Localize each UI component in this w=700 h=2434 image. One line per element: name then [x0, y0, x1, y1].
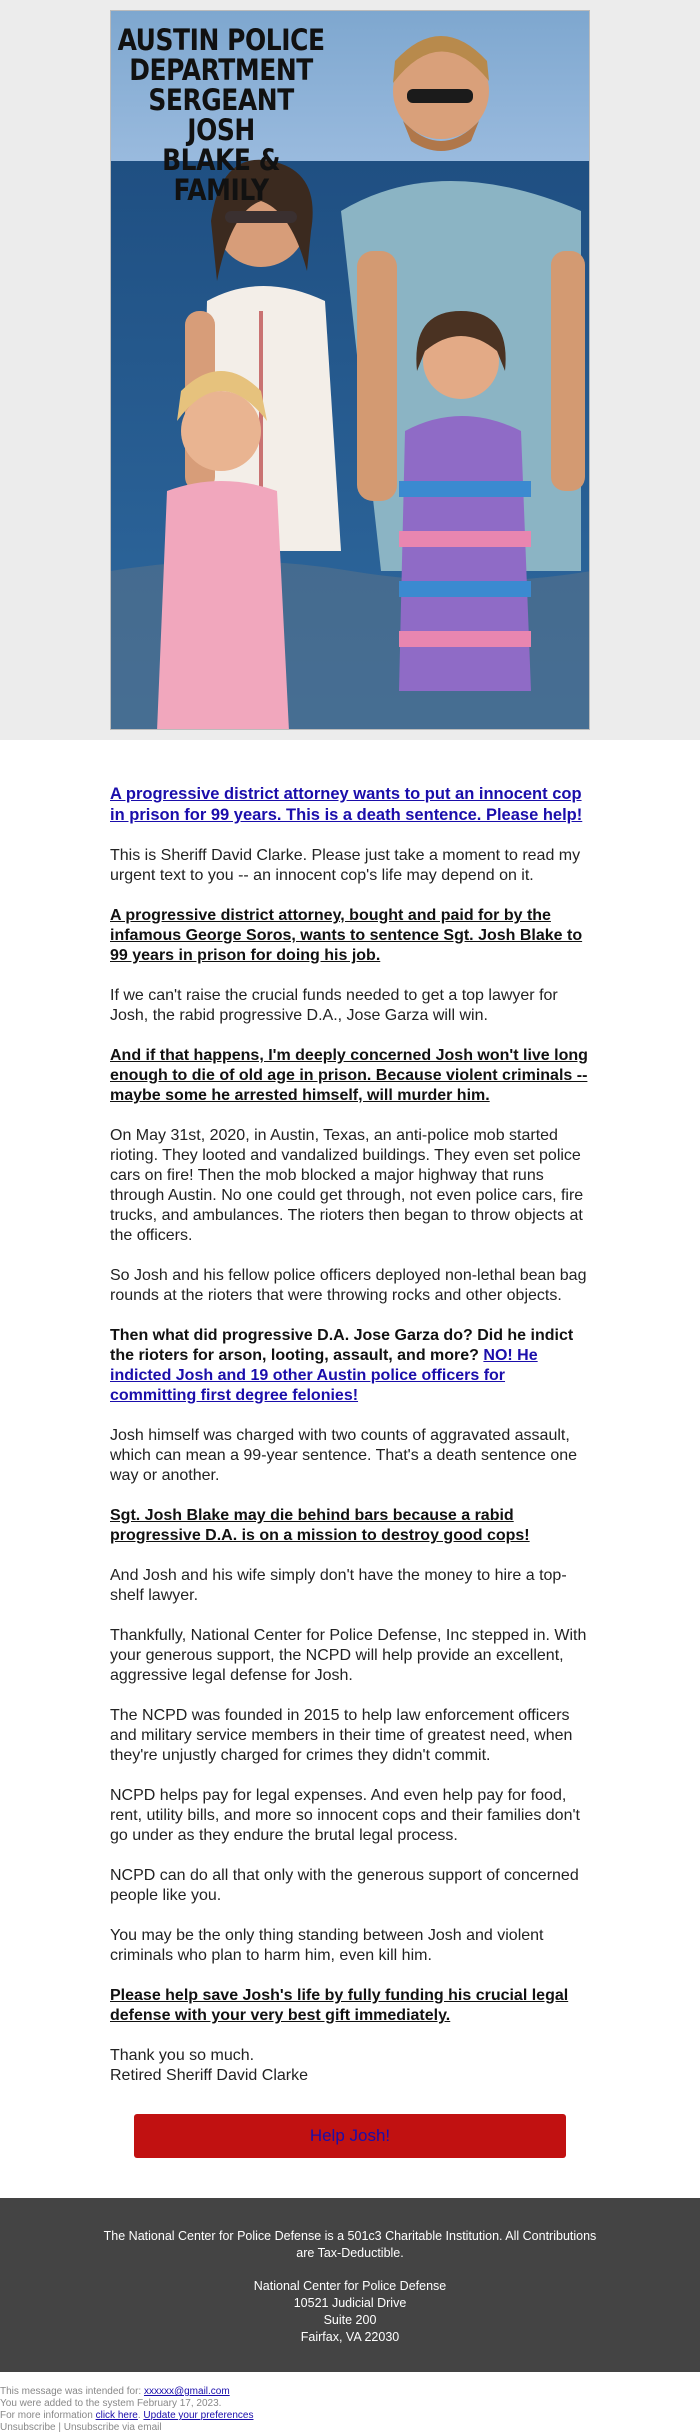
- footer-dark: [0, 2198, 700, 2372]
- bold-question: Then what did progressive D.A. Jose Garza do? Did he indict the rioters for arson, looting, assault, and more?: [110, 1327, 574, 1364]
- headline-link[interactable]: A progressive district attorney wants to put an innocent cop in prison for 99 years. This is a death sentence. Please help!: [110, 785, 583, 824]
- signoff-thanks: Thank you so much.: [110, 2047, 255, 2064]
- unsubscribe-email-link[interactable]: Unsubscribe via email: [63, 2422, 162, 2433]
- footer-org: National Center for Police Defense: [253, 2279, 447, 2293]
- intended-for-line: [0, 2386, 700, 2398]
- added-line: You were added to the system February 17, 2023.: [0, 2398, 222, 2409]
- bold-underlined-paragraph: Sgt. Josh Blake may die behind bars because a rabid progressive D.A. is on a mission to destroy good cops!: [110, 1507, 530, 1544]
- hero-caption-line: DEPARTMENT: [129, 53, 313, 87]
- paragraph: This is Sheriff David Clarke. Please just take a moment to read my urgent text to you -- an innocent cop's life may depend on it.: [110, 847, 581, 884]
- paragraph: You may be the only thing standing between Josh and violent criminals who plan to harm him, even kill him.: [110, 1927, 544, 1964]
- footer-city: Fairfax, VA 22030: [300, 2330, 400, 2344]
- footer-disclaimer: The National Center for Police Defense is a 501c3 Charitable Institution. All Contributions are Tax-Deductible.: [103, 2229, 597, 2260]
- paragraph: On May 31st, 2020, in Austin, Texas, an anti-police mob started rioting. They looted and vandalized buildings. They even set police cars on fire! Then the mob blocked a major highway that runs through Austin. No one could get through, not even police cars, fire trucks, and ambulances. The rioters then began to throw objects at the officers.: [110, 1127, 584, 1244]
- paragraph: So Josh and his fellow police officers deployed non-lethal bean bag rounds at the rioters that were throwing rocks and other objects.: [110, 1267, 587, 1304]
- bold-underlined-paragraph: A progressive district attorney, bought and paid for by the infamous George Soros, wants to sentence Sgt. Josh Blake to 99 years in prison for doing his job.: [110, 907, 583, 964]
- indictment-paragraph: [110, 1326, 590, 1406]
- intended-label: This message was intended for:: [0, 2386, 142, 2397]
- paragraph: Thankfully, National Center for Police Defense, Inc stepped in. With your generous support, the NCPD will help provide an excellent, aggressive legal defense for Josh.: [110, 1627, 587, 1684]
- hero-caption-line: AUSTIN POLICE: [117, 23, 325, 57]
- help-josh-button[interactable]: Help Josh!: [134, 2114, 566, 2158]
- update-preferences-link[interactable]: Update your preferences: [143, 2410, 254, 2421]
- hero-caption: [111, 25, 331, 205]
- indictment-link[interactable]: NO! He indicted Josh and 19 other Austin police officers for committing first degree felonies!: [110, 1347, 538, 1404]
- footer-street: 10521 Judicial Drive: [293, 2296, 407, 2310]
- signoff-name: Retired Sheriff David Clarke: [110, 2067, 309, 2084]
- unsubscribe-separator: |: [58, 2422, 61, 2433]
- hero-section: [0, 0, 700, 740]
- more-info-label: For more information: [0, 2410, 93, 2421]
- hero-caption-line: BLAKE & FAMILY: [162, 143, 281, 207]
- unsubscribe-link[interactable]: Unsubscribe: [0, 2422, 56, 2433]
- click-here-link[interactable]: click here: [95, 2410, 138, 2421]
- cta-wrapper: [110, 2110, 590, 2198]
- footer-small: [0, 2372, 700, 2434]
- hero-caption-line: SERGEANT JOSH: [148, 83, 294, 147]
- paragraph: NCPD helps pay for legal expenses. And even help pay for food, rent, utility bills, and more so innocent cops and their families don't go under as they endure the brutal legal process.: [110, 1787, 580, 1844]
- paragraph: If we can't raise the crucial funds needed to get a top lawyer for Josh, the rabid progressive D.A., Jose Garza will win.: [110, 987, 558, 1024]
- hero-photo: [110, 10, 590, 730]
- bold-underlined-paragraph: Please help save Josh's life by fully funding his crucial legal defense with your very best gift immediately.: [110, 1987, 569, 2024]
- signoff: [110, 2046, 590, 2086]
- paragraph: NCPD can do all that only with the generous support of concerned people like you.: [110, 1867, 579, 1904]
- email-body: [110, 740, 590, 2198]
- paragraph: The NCPD was founded in 2015 to help law enforcement officers and military service members in their time of greatest need, when they're unjustly charged for crimes they didn't commit.: [110, 1707, 573, 1764]
- more-info-line: For more information click here. Update your preferences: [0, 2410, 254, 2421]
- bold-underlined-paragraph: And if that happens, I'm deeply concerned Josh won't live long enough to die of old age in prison. Because violent criminals -- maybe some he arrested himself, will murder him.: [110, 1047, 588, 1104]
- intended-email-link[interactable]: xxxxxx@gmail.com: [143, 2386, 230, 2397]
- footer-suite: Suite 200: [323, 2313, 377, 2327]
- unsubscribe-line: [0, 2422, 700, 2434]
- paragraph: Josh himself was charged with two counts of aggravated assault, which can mean a 99-year sentence. That's a death sentence one way or another.: [110, 1427, 578, 1484]
- paragraph: And Josh and his wife simply don't have the money to hire a top-shelf lawyer.: [110, 1567, 567, 1604]
